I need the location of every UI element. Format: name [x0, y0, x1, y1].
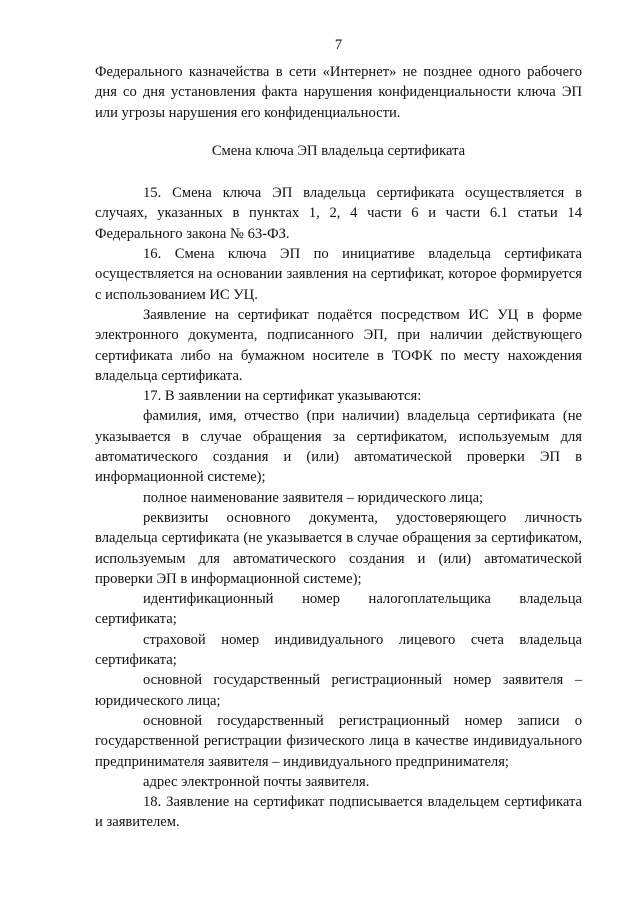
- paragraph-application-submission: Заявление на сертификат подаётся посредством ИС УЦ в форме электронного документа, подписанного ЭП, при наличии действующего сертификата либо на бумажном носителе в ТОФК по месту нахождения владельца сертификата.: [95, 306, 582, 384]
- list-item-snils: страховой номер индивидуального лицевого счета владельца сертификата;: [95, 631, 582, 669]
- page-number: 7: [334, 37, 343, 53]
- paragraph-16: 16. Смена ключа ЭП по инициативе владельца сертификата осуществляется на основании заявления на сертификат, которое формируется с использованием ИС УЦ.: [95, 246, 582, 303]
- list-item-legal-entity-name: полное наименование заявителя – юридического лица;: [143, 489, 484, 506]
- list-item-identity-document: реквизиты основного документа, удостоверяющего личность владельца сертификата (не указывается в случае обращения за сертификатом, используемым для автоматического создания и (или) автоматической проверки ЭП в информационной системе);: [95, 509, 582, 587]
- paragraph-18: 18. Заявление на сертификат подписывается владельцем сертификата и заявителем.: [95, 794, 582, 831]
- list-item-ogrnip: основной государственный регистрационный номер записи о государственной регистрации физического лица в качестве индивидуального предпринимателя заявителя – индивидуального предпринимателя;: [95, 712, 582, 770]
- list-item-full-name: фамилия, имя, отчество (при наличии) владельца сертификата (не указывается в случае обращения за сертификатом, используемым для автоматического создания и (или) автоматической проверки ЭП в информационной системе);: [95, 408, 582, 486]
- paragraph-15: 15. Смена ключа ЭП владельца сертификата осуществляется в случаях, указанных в пунктах 1, 2, 4 части 6 и части 6.1 статьи 14 Федерального закона № 63-ФЗ.: [95, 185, 582, 242]
- list-item-ogrn: основной государственный регистрационный номер заявителя – юридического лица;: [95, 672, 582, 709]
- paragraph-continuation: Федерального казначейства в сети «Интернет» не позднее одного рабочего дня со дня установления факта нарушения конфиденциальности ключа ЭП или угрозы нарушения его конфиденциальности.: [95, 64, 582, 121]
- document-page: [95, 34, 582, 833]
- list-item-email: адрес электронной почты заявителя.: [143, 773, 370, 790]
- list-item-inn: идентификационный номер налогоплательщика владельца сертификата;: [95, 591, 582, 628]
- paragraph-17: 17. В заявлении на сертификат указываются:: [143, 388, 422, 405]
- section-title: Смена ключа ЭП владельца сертификата: [211, 142, 466, 159]
